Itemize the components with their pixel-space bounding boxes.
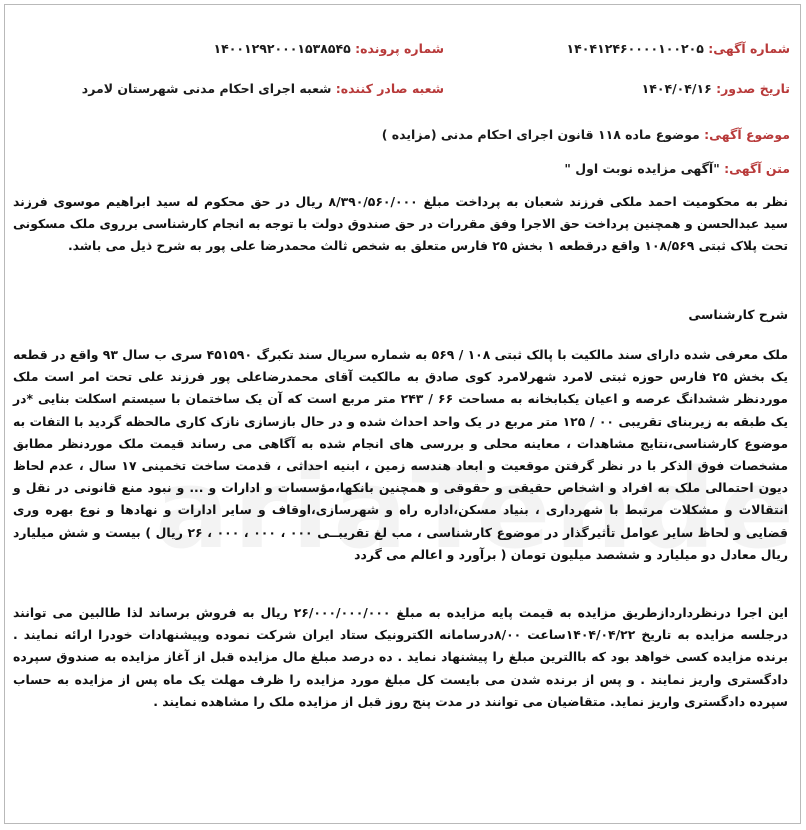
issue-date-label: تاریخ صدور: <box>716 81 790 96</box>
intro-paragraph: نظر به محکومیت احمد ملکی فرزند شعبان به پرداخت مبلغ ۸/۳۹۰/۵۶۰/۰۰۰ ریال در حق محکوم له سید ابراهیم موسوی فرزند سید عبدالحسن و همچنین پرداخت حق الاجرا وفق مقررات در حق صندوق دولت با توجه به انجام کارشناسی برروی ملک مسکونی تحت پلاک ثبتی ۱۰۸/۵۶۹ واقع درقطعه ۱ بخش ۲۵ فارس متعلق به شخص ثالث محمدرضا علی پور به شرح ذیل می باشد. <box>13 194 788 254</box>
section-title: شرح کارشناسی <box>688 307 788 322</box>
case-number: ۱۴۰۰۱۲۹۲۰۰۰۱۵۳۸۵۴۵ <box>213 41 351 56</box>
text-title-field <box>564 161 790 176</box>
notice-number: ۱۴۰۴۱۲۴۶۰۰۰۰۱۰۰۲۰۵ <box>566 41 704 56</box>
subject: موضوع ماده ۱۱۸ قانون اجرای احکام مدنی (مزایده ) <box>381 127 700 142</box>
notice-number-label: شماره آگهی: <box>708 41 790 56</box>
text-label: متن آگهی: <box>724 161 790 176</box>
notice-page <box>4 4 801 824</box>
issuer-label: شعبه صادر کننده: <box>335 81 444 96</box>
subject-field <box>382 127 790 142</box>
subject-label: موضوع آگهی: <box>704 127 790 142</box>
expert-paragraph: ملک معرفی شده دارای سند مالکیت با پالک ثبتی ۱۰۸ / ۵۶۹ به شماره سریال سند تکبرگ ۴۵۱۵۹۰ سری ب سال ۹۳ واقع در قطعه یک بخش ۲۵ فارس حوزه ثبتی لامرد شهرلامرد کوی صادق به مالکیت آقای محمدرضاعلی پور فرزند علی تحت امر است ملک موردنظر ششدانگ عرصه و اعیان یکبابخانه به مساحت ۶۶ / ۲۴۳ متر مربع است که آن یک ساختمان با سیستم اسکلت بنایی *در یک طبقه به زیربنای تقریبی ۰۰ / ۱۲۵ متر مربع در یک واحد احداث شده و در حال بازسازی نازک کاری مالحظه گردید با التفات به موضوع کارشناسی،نتایج مشاهدات ، معاینه محلی و بررسی های انجام شده به آگاهی می رساند قیمت ملک موردنظر مطابق مشخصات فوق الذکر با در نظر گرفتن موقعیت و ابعاد هندسه زمین ، ابنیه احداثی ، قدمت ساخت تخمینی ۱۷ سال ، عدم لحاظ دیون احتمالی ملک به افراد و اشخاص حقیقی و حقوقی و همچنین بانکها،مؤسسات و ادارات و ... و نبود منع قانونی در نقل و انتقالات و مشکلات مرتبط با شهرداری ، بنیاد مسکن،اداره راه و شهرسازی،اوقاف و سایر ادارات و نهادها و نوع بهره وری قضایی و لحاظ سایر عوامل تأثیرگذار در موضوع کارشناسی ، مب لغ تقریبــی ۰۰۰ ، ۰۰۰ ، ۰۰۰ ، ۲۶ ریال ) بیست و شش میلیارد ریال معادل دو میلیارد و ششصد میلیون تومان ( برآورد و اعالم می گردد <box>13 347 789 562</box>
case-number-field <box>213 41 444 56</box>
auction-paragraph: این اجرا درنظرداردازطریق مزایده به قیمت پایه مزایده به مبلغ ۲۶/۰۰۰/۰۰۰/۰۰۰ ریال به فروش برساند لذا طالبین می توانند درجلسه مزایده به تاریخ ۱۴۰۴/۰۴/۲۲ساعت ۸/۰۰درسامانه الکترونیک ستاد ایران شرکت نموده وپیشنهادات خودرا ارائه نمایند . برنده مزایده کسی خواهد بود که باالترین مبلغ را پیشنهاد نماید . ده درصد مبلغ مال مزایده قبل از آغاز مزایده به صندوق سپرده دادگستری واریز نمایند . و پس از برنده شدن می بایست کل مبلغ مورد مزایده را ظرف مهلت یک ماه پس از مزایده به حساب سپرده دادگستری واریز نماید. متقاضیان می توانند در مدت پنج روز قبل از مزایده ملک را مشاهده نمایند . <box>13 605 789 709</box>
issuer-field <box>82 81 444 96</box>
issue-date-field <box>642 81 790 96</box>
text-title: "آگهی مزایده نوبت اول " <box>564 161 720 176</box>
issue-date: ۱۴۰۴/۰۴/۱۶ <box>641 81 712 96</box>
issuer: شعبه اجرای احکام مدنی شهرستان لامرد <box>81 81 332 96</box>
case-number-label: شماره پرونده: <box>355 41 444 56</box>
notice-number-field <box>567 41 790 56</box>
